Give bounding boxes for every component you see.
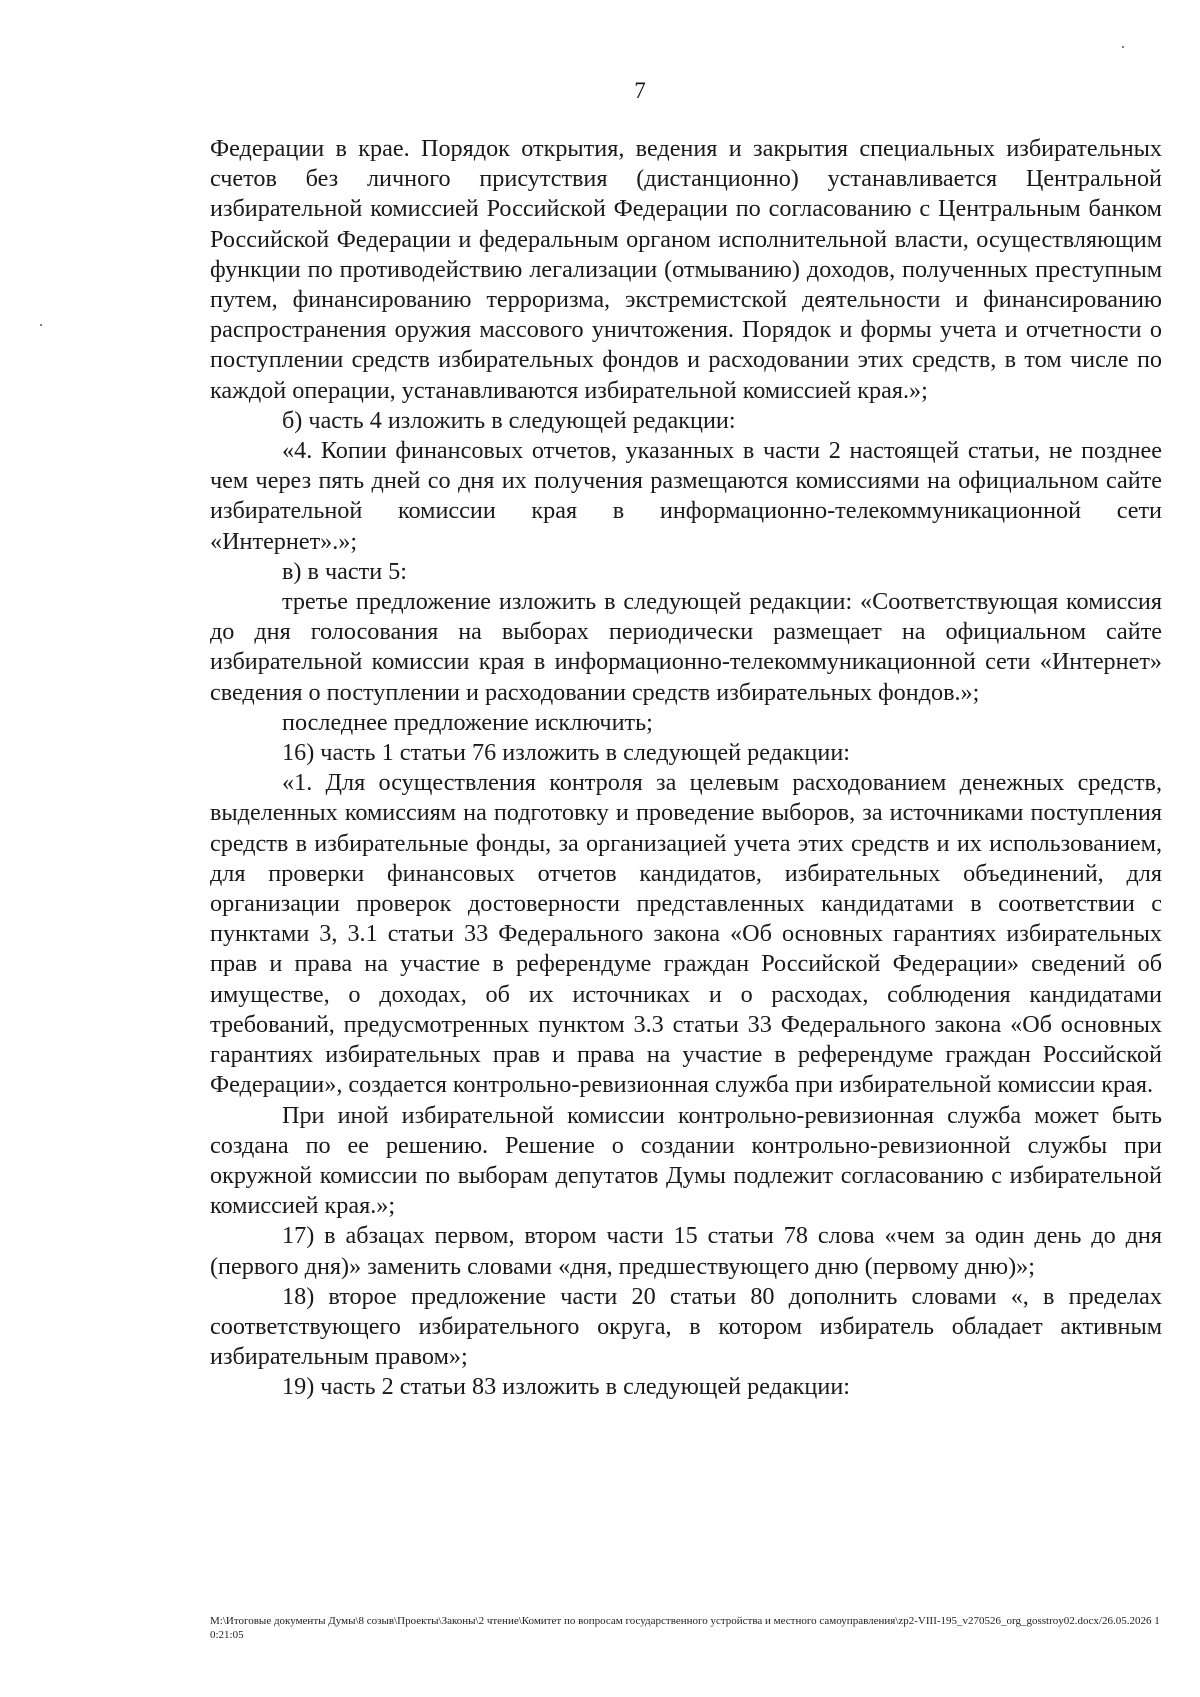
paragraph: 17) в абзацах первом, втором части 15 статьи 78 слова «чем за один день до дня (первого дня)» заменить словами «дня, предшествующего дню (первому дню)»; — [210, 1222, 1162, 1280]
paragraph: 16) часть 1 статьи 76 изложить в следующей редакции: — [282, 739, 850, 767]
paragraph: «1. Для осуществления контроля за целевым расходованием денежных средств, выделенных комиссиям на подготовку и проведение выборов, за источниками поступления средств в избирательные фонды, за организацией учета этих средств и их использованием, для проверки финансовых отчетов кандидатов, избирательных объединений, для организации проверок достоверности представленных кандидатами в соответствии с пунктами 3, 3.1 статьи 33 Федерального закона «Об основных гарантиях избирательных прав и права на участие в референдуме граждан Российской Федерации» сведений об имуществе, о доходах, об их источниках и о расходах, соблюдения кандидатами требований, предусмотренных пунктом 3.3 статьи 33 Федерального закона «Об основных гарантиях избирательных прав и права на участие в референдуме граждан Российской Федерации», создается контрольно-ревизионная служба при избирательной комиссии края. — [210, 769, 1162, 1099]
paragraph: При иной избирательной комиссии контрольно-ревизионная служба может быть создана по ее решению. Решение о создании контрольно-ревизионной службы при окружной комиссии по выборам депутатов Думы подлежит согласованию с избирательной комиссией края.»; — [210, 1101, 1162, 1220]
paragraph: последнее предложение исключить; — [282, 708, 653, 736]
scan-speck — [40, 324, 42, 326]
paragraph: 19) часть 2 статьи 83 изложить в следующей редакции: — [282, 1373, 850, 1401]
paragraph: Федерации в крае. Порядок открытия, ведения и закрытия специальных избирательных счетов без личного присутствия (дистанционно) устанавливается Центральной избирательной комиссией Российской Федерации по согласованию с Центральным банком Российской Федерации и федеральным органом исполнительной власти, осуществляющим функции по противодействию легализации (отмыванию) доходов, полученных преступным путем, финансированию терроризма, экстремистской деятельности и финансированию распространения оружия массового уничтожения. Порядок и формы учета и отчетности о поступлении средств избирательных фондов и расходовании этих средств, в том числе по каждой операции, устанавливаются избирательной комиссией края.»; — [210, 135, 1162, 404]
file-path-footer: M:\Итоговые документы Думы\8 созыв\Проекты\Законы\2 чтение\Комитет по вопросам государственного устройства и местного самоуправления\zp2-VIII-195_v270526_org_gosstroy02.docx/26.05.2026 10:21:05 — [210, 1615, 1160, 1641]
scan-speck — [1122, 46, 1124, 48]
paragraph: б) часть 4 изложить в следующей редакции: — [282, 406, 736, 434]
paragraph: 18) второе предложение части 20 статьи 80 дополнить словами «, в пределах соответствующего избирательного округа, в котором избиратель обладает активным избирательным правом»; — [210, 1282, 1162, 1371]
paragraph: в) в части 5: — [282, 557, 408, 585]
paragraph: третье предложение изложить в следующей редакции: «Соответствующая комиссия до дня голосования на выборах периодически размещает на официальном сайте избирательной комиссии края в информационно-телекоммуникационной сети «Интернет» сведения о поступлении и расходовании средств избирательных фондов.»; — [210, 588, 1162, 706]
document-body — [210, 134, 1162, 1403]
page-number: 7 — [634, 78, 646, 103]
paragraph: «4. Копии финансовых отчетов, указанных в части 2 настоящей статьи, не позднее чем через пять дней со дня их получения размещаются комиссиями на официальном сайте избирательной комиссии края в информационно-телекоммуникационной сети «Интернет».»; — [210, 437, 1162, 555]
